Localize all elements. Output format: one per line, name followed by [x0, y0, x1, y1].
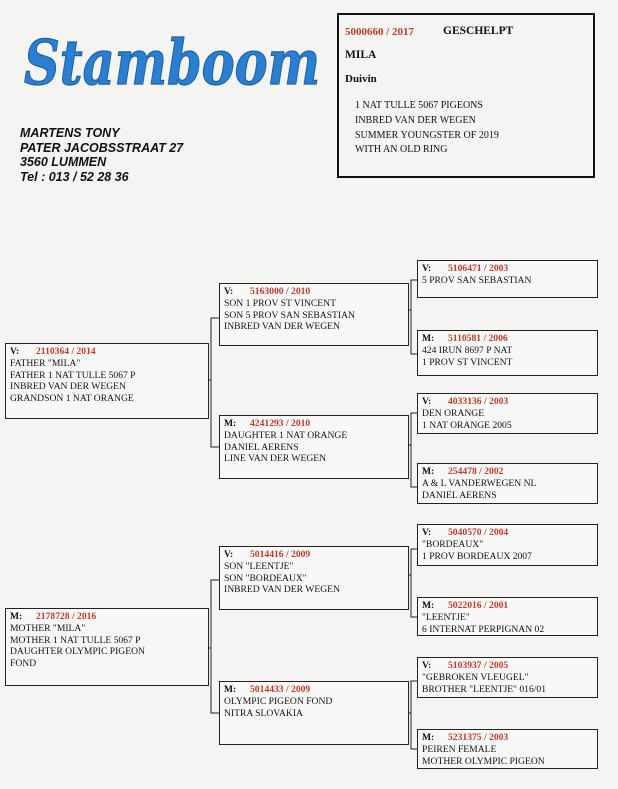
card-line: 1 NAT ORANGE 2005: [422, 419, 512, 431]
card-line: "BORDEAUX": [422, 538, 484, 550]
owner-city: 3560 LUMMEN: [20, 155, 107, 170]
pigeon-color: GESCHELPT: [443, 25, 514, 37]
sex-label: M:: [422, 732, 435, 743]
pedigree-card-mff: [417, 524, 598, 566]
pedigree-card-fmf: [417, 393, 598, 434]
card-line: FOND: [10, 658, 37, 670]
card-line: MOTHER 1 NAT TULLE 5067 P: [10, 634, 141, 646]
card-line: DANIEL AERENS: [224, 441, 299, 453]
sex-label: V:: [422, 660, 432, 671]
card-line: DAUGHTER OLYMPIC PIGEON: [10, 646, 145, 658]
card-line: 5 PROV SAN SEBASTIAN: [422, 274, 532, 286]
card-line: OLYMPIC PIGEON FOND: [224, 695, 333, 707]
card-line: GRANDSON 1 NAT ORANGE: [10, 393, 134, 405]
card-line: SON 5 PROV SAN SEBASTIAN: [224, 309, 355, 321]
pedigree-card-mmm: [417, 729, 598, 769]
ring-number: 5163000 / 2010: [250, 286, 311, 297]
card-line: LINE VAN DER WEGEN: [224, 453, 327, 465]
pedigree-card-ffm: [417, 330, 598, 376]
pedigree-card-mfm: [417, 597, 598, 636]
card-line: DAUGHTER 1 NAT ORANGE: [224, 429, 348, 441]
sex-label: V:: [224, 286, 234, 297]
card-line: SON "BORDEAUX": [224, 572, 307, 584]
sex-label: V:: [224, 549, 234, 560]
card-line: SON 1 PROV ST VINCENT: [224, 297, 336, 309]
pedigree-card-fmm: [417, 463, 598, 504]
ring-number: 5014416 / 2009: [250, 549, 311, 560]
pigeon-desc-line: INBRED VAN DER WEGEN: [355, 114, 476, 126]
ring-number: 2178728 / 2016: [36, 611, 97, 622]
ring-number: 4241293 / 2010: [250, 418, 311, 429]
pedigree-card-mm: [219, 681, 409, 745]
pigeon-name: MILA: [345, 49, 377, 61]
card-line: "LEENTJE": [422, 611, 470, 623]
card-line: FATHER "MILA": [10, 357, 81, 369]
card-line: 424 IRUN 8697 P NAT: [422, 344, 513, 356]
pigeon-sex: Duivin: [345, 73, 377, 85]
ring-number: 5040570 / 2004: [448, 527, 509, 538]
pigeon-ring: 5000660 / 2017: [345, 26, 415, 38]
card-line: BROTHER "LEENTJE" 016/01: [422, 683, 547, 695]
ring-number: 5110581 / 2006: [448, 333, 508, 344]
pedigree-card-fff: [417, 260, 598, 298]
ring-number: 5106471 / 2003: [448, 263, 509, 274]
ring-number: 5231375 / 2003: [448, 732, 509, 743]
card-line: A & L VANDERWEGEN NL: [422, 477, 537, 489]
pigeon-desc-line: WITH AN OLD RING: [355, 144, 448, 156]
sex-label: V:: [422, 527, 432, 538]
sex-label: V:: [422, 263, 432, 274]
card-line: SON "LEENTJE": [224, 560, 294, 572]
pigeon-desc-line: 1 NAT TULLE 5067 PIGEONS: [355, 100, 483, 111]
pedigree-card-mmf: [417, 657, 598, 698]
owner-name: MARTENS TONY: [20, 126, 120, 140]
card-line: NITRA SLOVAKIA: [224, 707, 303, 719]
sex-label: V:: [10, 346, 20, 357]
ring-number: 5014433 / 2009: [250, 684, 311, 695]
pedigree-card-ff: [219, 283, 409, 346]
sex-label: M:: [422, 466, 435, 477]
card-line: MOTHER OLYMPIC PIGEON: [422, 755, 545, 767]
sex-label: M:: [10, 611, 23, 622]
card-line: PEIREN FEMALE: [422, 743, 497, 755]
pedigree-card-mf: [219, 546, 409, 610]
pedigree-card-mother: [5, 608, 209, 686]
ring-number: 4033136 / 2003: [448, 396, 509, 407]
card-line: 6 INTERNAT PERPIGNAN 02: [422, 623, 545, 635]
card-line: INBRED VAN DER WEGEN: [224, 321, 340, 333]
sex-label: M:: [422, 600, 435, 611]
sex-label: M:: [224, 418, 237, 429]
card-line: "GEBROKEN VLEUGEL": [422, 671, 529, 683]
card-line: INBRED VAN DER WEGEN: [224, 584, 340, 596]
owner-phone: Tel : 013 / 52 28 36: [20, 169, 129, 184]
sex-label: V:: [422, 396, 432, 407]
owner-street: PATER JACOBSSTRAAT 27: [20, 140, 184, 155]
pigeon-desc-line: SUMMER YOUNGSTER OF 2019: [355, 129, 499, 141]
card-line: DEN ORANGE: [422, 407, 485, 419]
pedigree-card-fm: [219, 415, 409, 479]
card-line: FATHER 1 NAT TULLE 5067 P: [10, 369, 136, 381]
sex-label: M:: [224, 684, 237, 695]
ring-number: 5103937 / 2005: [448, 660, 509, 671]
ring-number: 254478 / 2002: [448, 466, 504, 477]
card-line: INBRED VAN DER WEGEN: [10, 381, 126, 393]
ring-number: 2110364 / 2014: [36, 346, 96, 357]
svg-text:Stamboom: Stamboom: [24, 26, 320, 98]
ring-number: 5022016 / 2001: [448, 600, 509, 611]
card-line: 1 PROV ST VINCENT: [422, 356, 513, 368]
sex-label: M:: [422, 333, 435, 344]
pedigree-card-father: [5, 343, 209, 419]
card-line: 1 PROV BORDEAUX 2007: [422, 550, 532, 562]
card-line: MOTHER "MILA": [10, 622, 86, 634]
card-line: DANIEL AERENS: [422, 489, 497, 501]
